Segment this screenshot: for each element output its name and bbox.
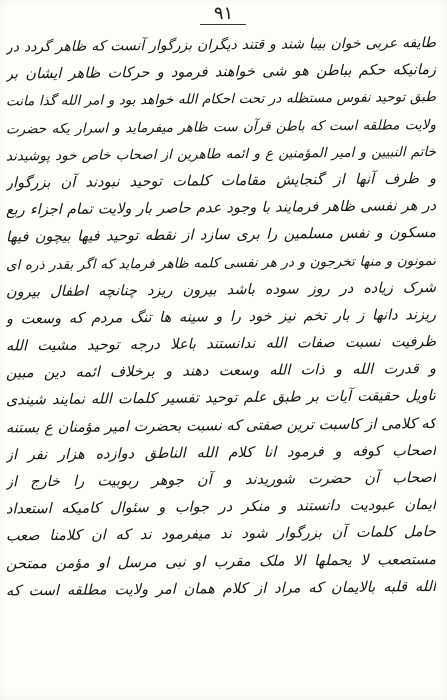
text-line: طایفه عربی خوان بیبا شند و قتند دیگران بزرگوار آنست که ظاهر گردد در xyxy=(5,35,437,56)
text-line: و ظرف آنها از گنجایش مقامات کلمات توحید نبودند آن بزرگوار xyxy=(5,170,437,192)
text-line: ریزند دانها ز بار تخم نیز خود را و سینه ها تنگ مردم که وسعت و xyxy=(5,306,437,328)
text-line: ایمان عبودیت دانستند و منکر در جواب و سئوال کامیکه استعداد xyxy=(5,497,437,518)
text-line: تاویل حقیقت آیات بر طبق علم توحید تفسیر کلمات الله نمایند شیندی xyxy=(5,388,437,409)
page-number-underline xyxy=(200,24,246,25)
text-line: الله قلبه بالایمان که مراد از کلام همان امر ولایت مطلقه است که xyxy=(5,578,437,600)
text-line: و قدرت الله و ذات الله وسعت دهند و برخلاف ائمه دین مبین xyxy=(5,361,437,382)
text-line: اصحاب آن حضرت شوریدند و آن جوهر ربوبیت را خارج از xyxy=(5,470,437,491)
text-line: ولایت مطلقه است که باطن قرآن ست ظاهر میفرماید و اسرار یکه حضرت xyxy=(5,116,437,138)
text-line: مسکون و نفس مسلمین را بری سازد از نقطه توحید فیها بیچون فیها xyxy=(5,225,437,246)
text-line: زمانیکه حکم بباطن هو شی خواهند فرمود و حرکات ظاهر ایشان بر xyxy=(5,62,437,83)
text-line: تمونون و منها تخرجون و در هر نفسی کلمه ظاهر فرماید که اگر بقدر ذره ای xyxy=(5,252,437,274)
text-line: خاتم النبیین و امیر المؤمنین ع و ائمه طاهرین از اصحاب خاص خود پوشیدند xyxy=(5,143,437,165)
text-line: مستصعب لا یحملها الا ملک مقرب او نبی مرسل او مؤمن ممتحن xyxy=(5,551,437,573)
text-block xyxy=(6,30,436,601)
text-line: ظرفیت نسبت صفات الله ندانستند باعلا درجه توحید مشیت الله xyxy=(5,334,437,355)
page-number: ۹۱ xyxy=(213,3,234,24)
text-line: در هر نفسی ظاهر فرمایند با وجود عدم حاصر بار ولایت تمام اجزاء ربع xyxy=(5,198,437,219)
text-line: که کلامی از کاسبت ترین صفتی که نسبت بحضرت امیر مؤمنان ع بستنه xyxy=(5,415,437,437)
text-line: حامل کلمات آن بزرگوار شود ند میفرمود ند که ان کلامنا صعب xyxy=(5,524,437,545)
text-line: طبق توحید نفوس مستظله در تحت احکام الله خواهد بود و امر الله گذا مانت xyxy=(5,89,437,110)
text-line: شرک زیاده در روز سوده باشد بیرون ریزد چنانچه اطفال بیرون xyxy=(5,279,437,301)
text-line: اصحاب کوفه و فرمود انا کلام الله الناطق دوازده هزار نفر از xyxy=(5,442,437,464)
